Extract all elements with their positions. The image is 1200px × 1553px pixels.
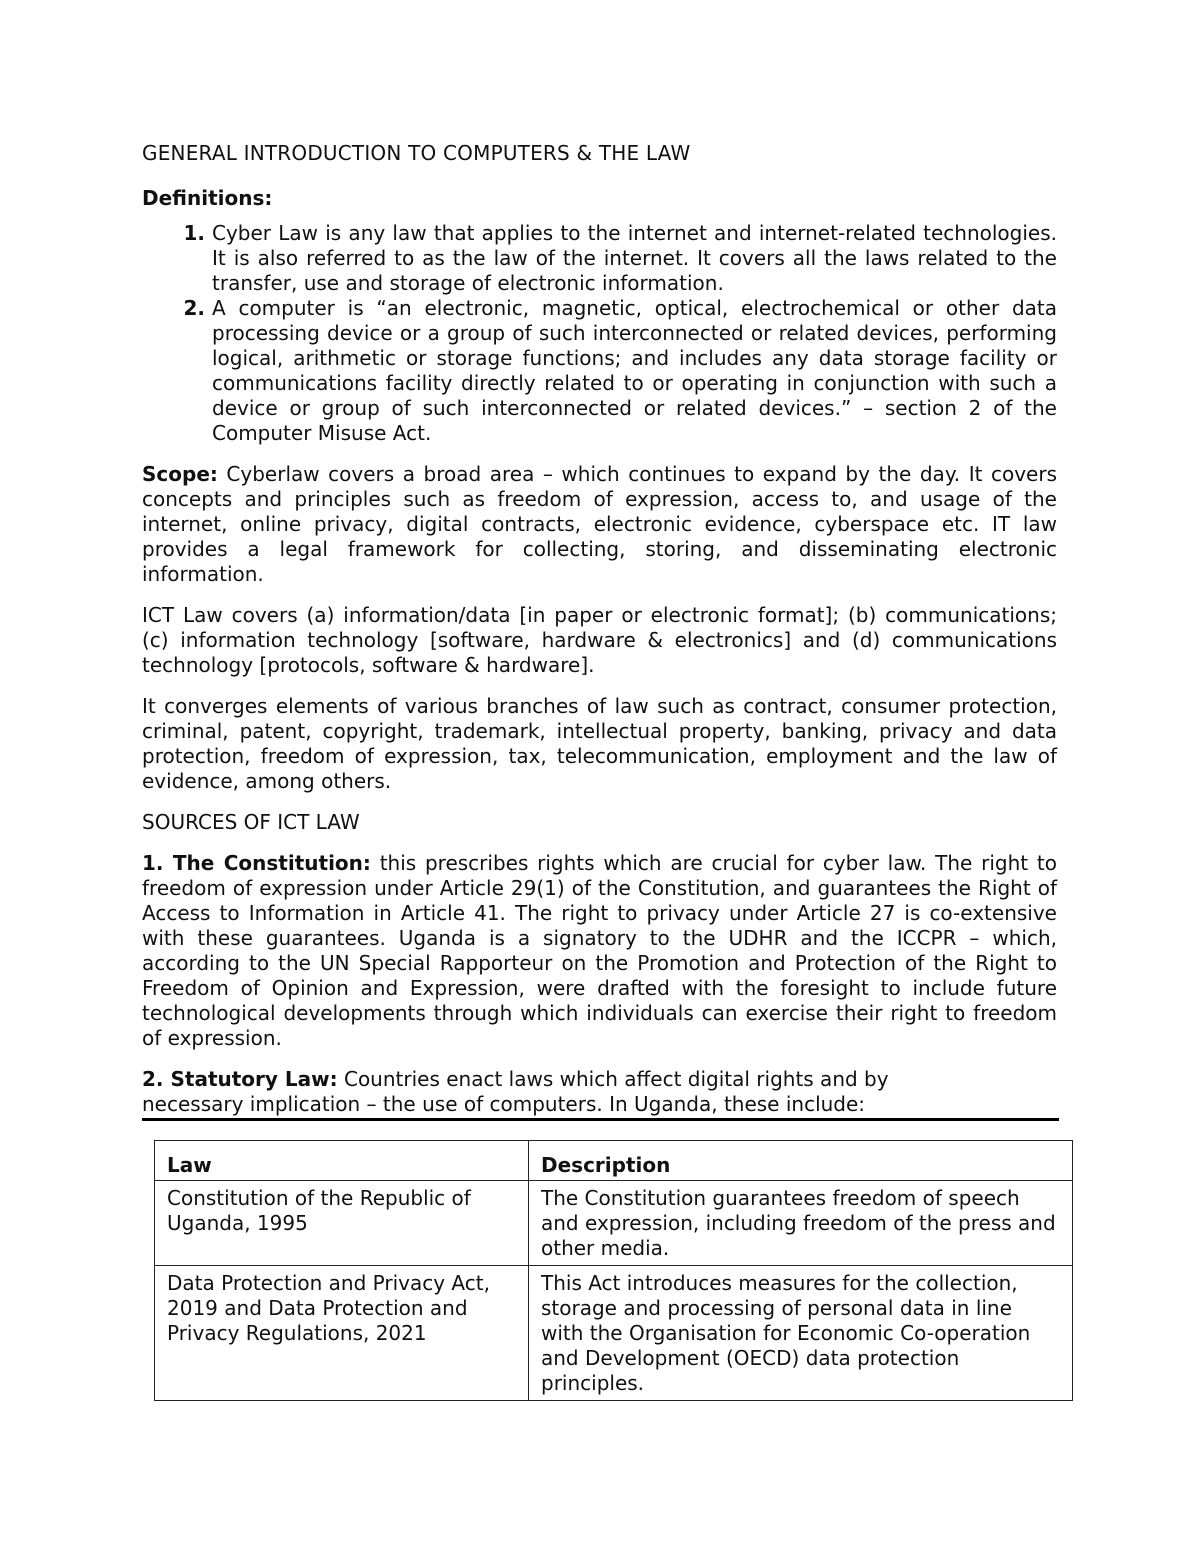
definition-computer: 2. A computer is “an electronic, magnetic, optical, electrochemical or other data processing device or a group of such interconnected or related devices, performing logical, arithmetic or storage functions; and includes any data storage facility or communications facility directly related to or operating in conjunction with such a device or group of such interconnected or related devices.” – section 2 of the Computer Misuse Act. [212,296,1057,446]
header-description: Description [529,1141,1073,1181]
definitions-label: Definitions: [142,186,273,210]
constitution-label: 1. The Constitution: [142,851,371,875]
ict-paragraph: ICT Law covers (a) information/data [in paper or electronic format]; (b) communications; (c) information technology [software, hardware & electronics] and (d) communications technology [protocols, software & hardware]. [142,603,1057,677]
document-body [142,141,1057,1121]
constitution-text: this prescribes rights which are crucial for cyber law. The right to freedom of expression under Article 29(1) of the Constitution, and guarantees the Right of Access to Information in Article 41. The right to privacy under Article 27 is co-extensive with these guarantees. Uganda is a signatory to the UDHR and the ICCPR – which, according to the UN Special Rapporteur on the Promotion and Protection of the Right to Freedom of Opinion and Expression, were drafted with the foresight to include future technological developments through which individuals can exercise their right to freedom of expression. [142,851,1057,1050]
header-law: Law [155,1141,529,1181]
laws-table [154,1140,1073,1401]
scope-label: Scope: [142,462,218,486]
scope-paragraph [142,462,1057,587]
table-row [155,1266,1073,1401]
table-cell-law: Data Protection and Privacy Act, 2019 and Data Protection and Privacy Regulations, 2021 [155,1266,529,1401]
statutory-line-2: necessary implication – the use of computers. In Uganda, these include: [142,1092,866,1116]
table-row [155,1181,1073,1266]
scope-text: Cyberlaw covers a broad area – which continues to expand by the day. It covers concepts and principles such as freedom of expression, access to, and usage of the internet, online privacy, digital contracts, electronic evidence, cyberspace etc. IT law provides a legal framework for collecting, storing, and disseminating electronic information. [142,462,1057,586]
table-cell-description: This Act introduces measures for the collection, storage and processing of personal data in line with the Organisation for Economic Co-operation and Development (OECD) data protection principles. [529,1266,1073,1401]
constitution-paragraph [142,851,1057,1051]
definitions-list [142,221,1057,446]
table-header-row [155,1141,1073,1181]
sources-heading: SOURCES OF ICT LAW [142,810,360,834]
definition-cyber-law: 1. Cyber Law is any law that applies to the internet and internet-related technologies. It is also referred to as the law of the internet. It covers all the laws related to the transfer, use and storage of electronic information. [212,221,1057,296]
converges-paragraph: It converges elements of various branches of law such as contract, consumer protection, criminal, patent, copyright, trademark, intellectual property, banking, privacy and data protection, freedom of expression, tax, telecommunication, employment and the law of evidence, among others. [142,694,1057,793]
document-title: GENERAL INTRODUCTION TO COMPUTERS & THE LAW [142,141,691,165]
statutory-paragraph [142,1067,1057,1117]
statutory-line-1: Countries enact laws which affect digital rights and by [337,1067,889,1091]
statutory-label: 2. Statutory Law: [142,1067,338,1091]
horizontal-rule [142,1118,1059,1121]
table-cell-law: Constitution of the Republic of Uganda, 1995 [155,1181,529,1266]
table-cell-description: The Constitution guarantees freedom of speech and expression, including freedom of the press and other media. [529,1181,1073,1266]
